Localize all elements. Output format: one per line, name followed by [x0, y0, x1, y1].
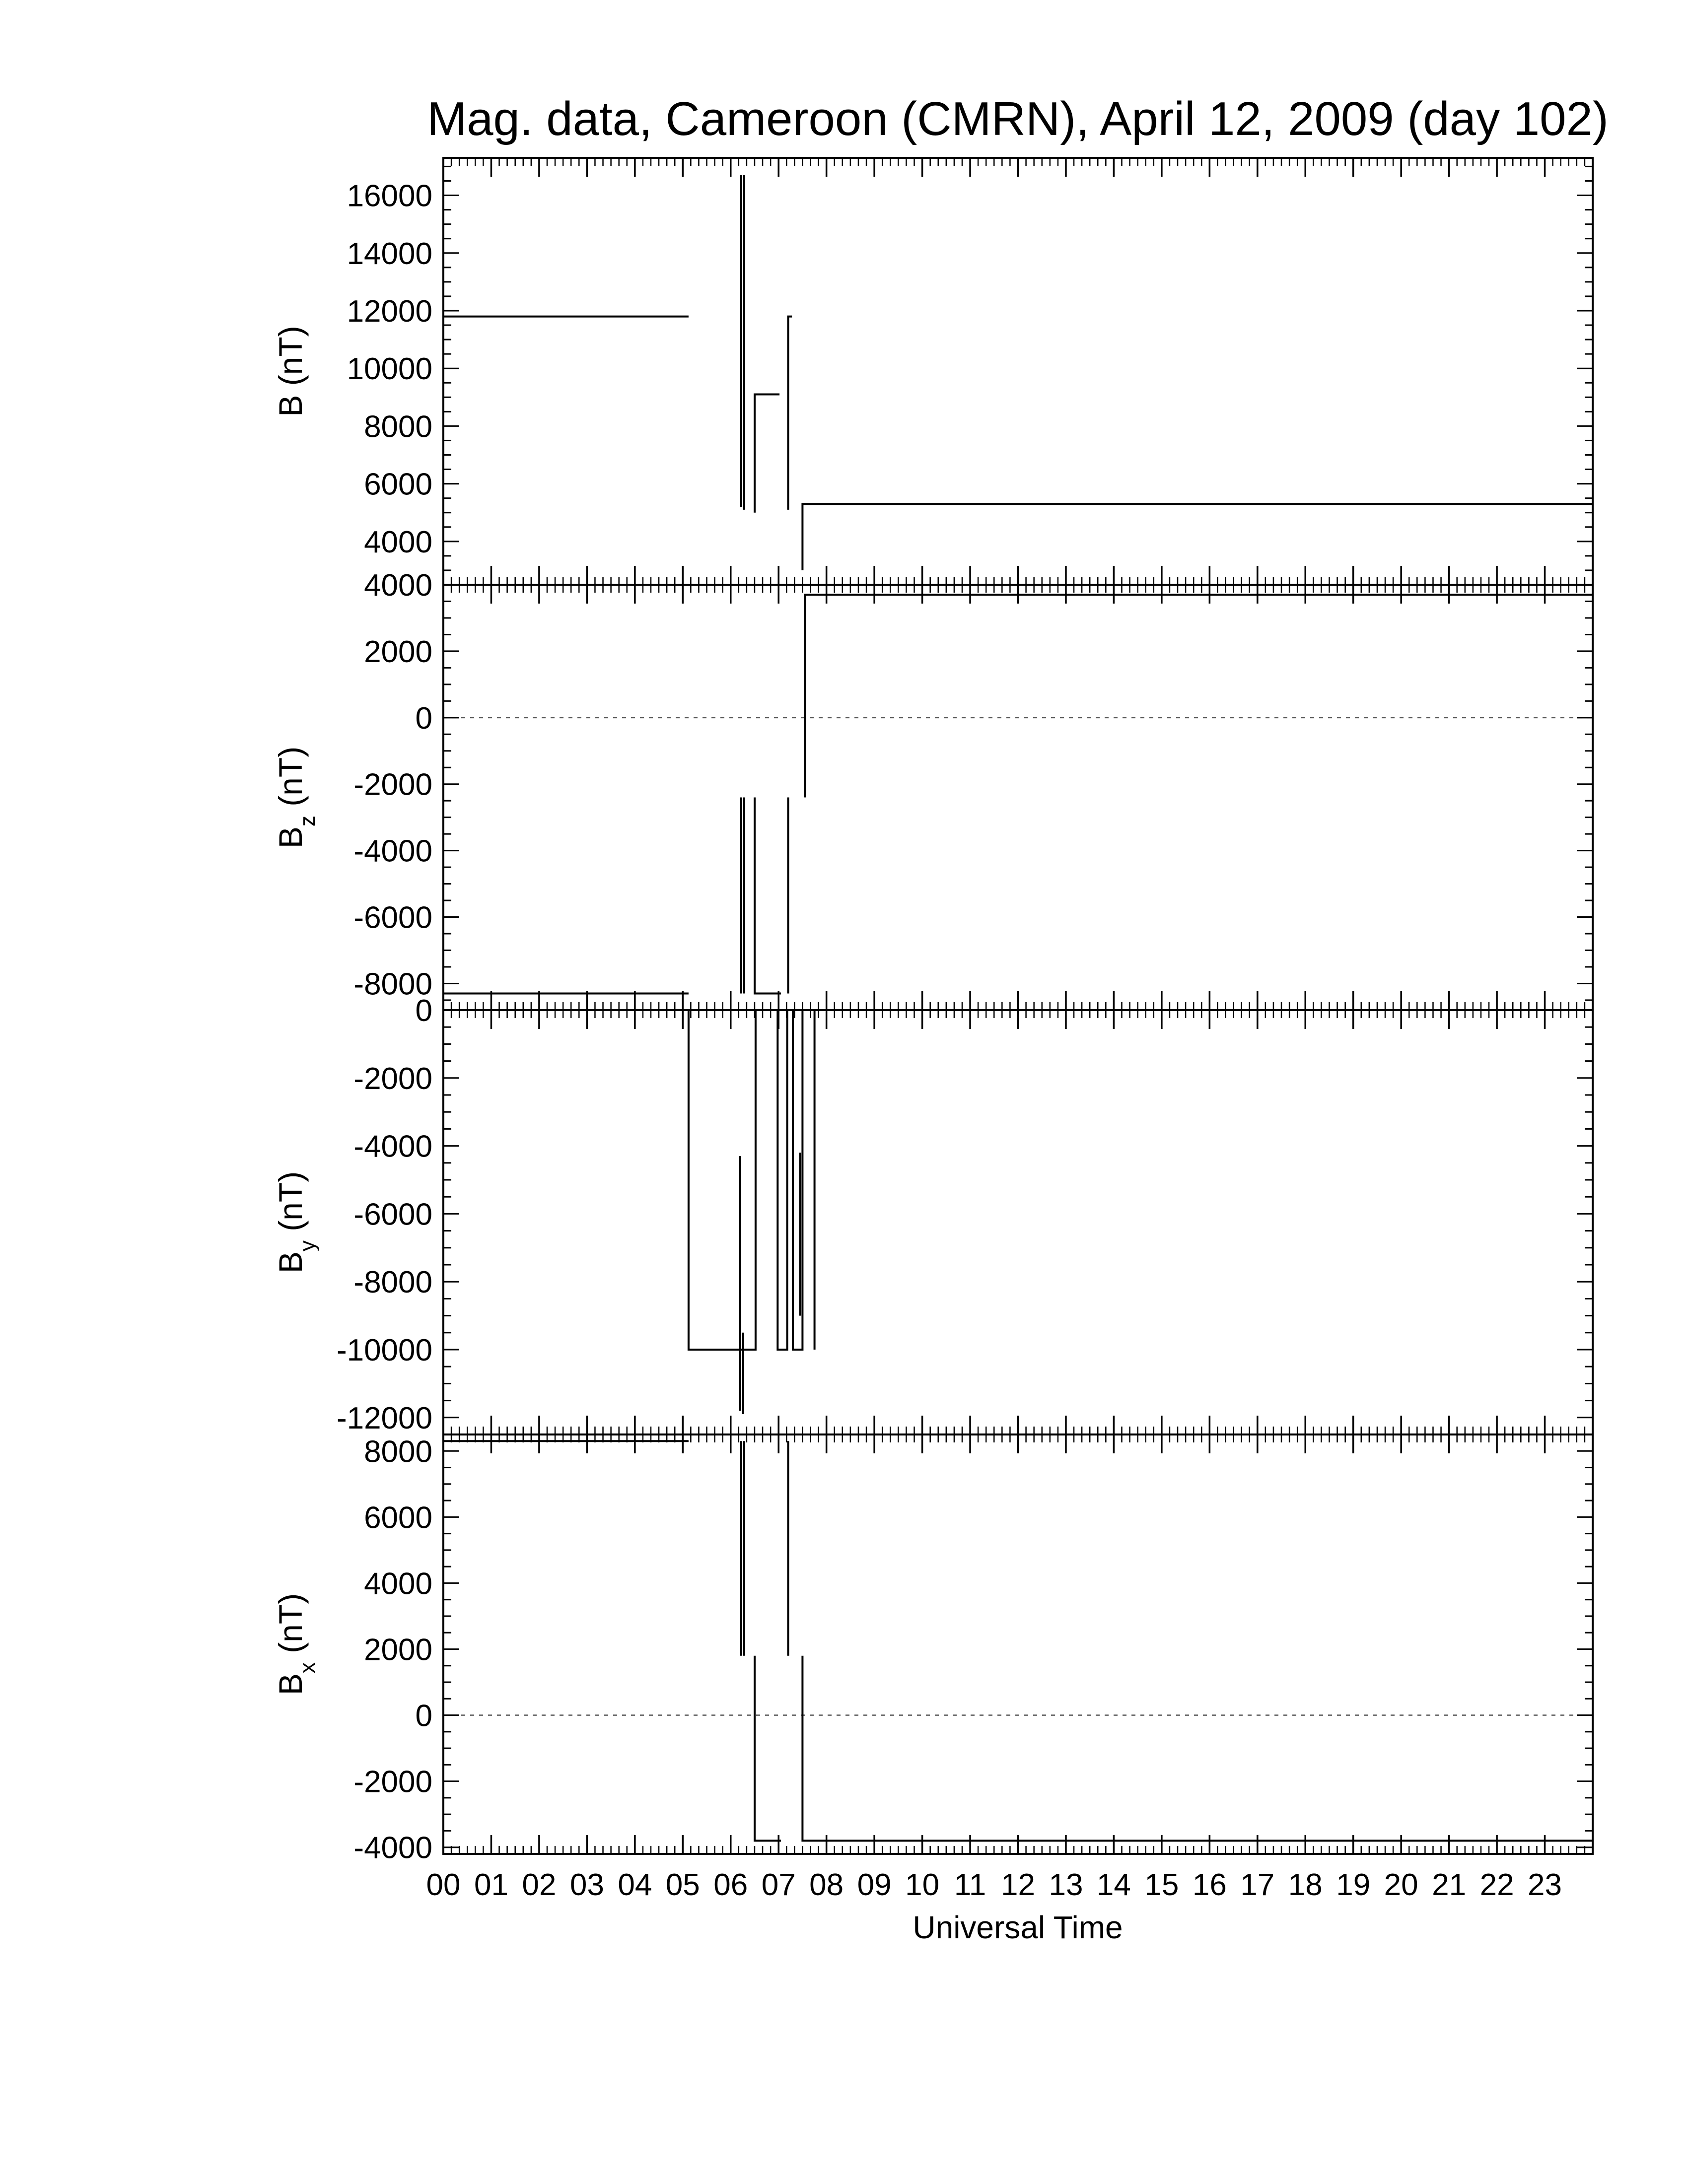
x-tick-label: 07: [761, 1868, 796, 1902]
y-tick-label-b: 14000: [347, 236, 432, 271]
y-tick-label-bx: 6000: [364, 1501, 432, 1535]
y-tick-label-bz: 4000: [364, 568, 432, 603]
y-tick-label-bz: -2000: [353, 767, 432, 802]
x-tick-label: 15: [1144, 1868, 1179, 1902]
y-tick-label-bx: 4000: [364, 1567, 432, 1601]
y-tick-label-bx: -4000: [353, 1831, 432, 1865]
y-axis-label-bz: $B_z$ (nT): [272, 746, 320, 849]
y-tick-label-by: -12000: [336, 1401, 432, 1435]
y-tick-label-b: 4000: [364, 525, 432, 559]
panel-frame-by: [443, 1010, 1593, 1434]
y-tick-label-bz: -4000: [353, 834, 432, 869]
series-bz-segment-3: [755, 798, 781, 994]
y-tick-label-b: 6000: [364, 467, 432, 502]
y-tick-label-bx: -2000: [353, 1765, 432, 1799]
y-axis-label-b: B (nT): [272, 326, 309, 417]
y-axis-label-bx: $B_x$ (nT): [272, 1593, 320, 1696]
x-tick-label: 00: [426, 1868, 461, 1902]
y-tick-label-by: 0: [415, 994, 432, 1028]
y-tick-label-by: -2000: [353, 1061, 432, 1096]
x-tick-label: 23: [1528, 1868, 1562, 1902]
x-tick-label: 18: [1288, 1868, 1323, 1902]
x-tick-label: 20: [1384, 1868, 1418, 1902]
x-tick-label: 05: [665, 1868, 700, 1902]
y-tick-label-by: -6000: [353, 1197, 432, 1232]
x-tick-label: 10: [905, 1868, 940, 1902]
panel-by: [272, 994, 1593, 1435]
x-tick-label: 09: [857, 1868, 892, 1902]
x-tick-label: 12: [1001, 1868, 1035, 1902]
x-tick-label: 21: [1432, 1868, 1467, 1902]
y-tick-label-by: -10000: [336, 1333, 432, 1367]
y-tick-label-bz: -6000: [353, 900, 432, 935]
y-tick-label-b: 8000: [364, 410, 432, 444]
y-tick-label-bz: 0: [415, 701, 432, 736]
panel-bz: [272, 568, 1593, 1010]
x-tick-label: 13: [1049, 1868, 1083, 1902]
series-by-segment-0: [443, 1010, 815, 1350]
series-bx-segment-3: [755, 1656, 781, 1841]
y-tick-label-bx: 8000: [364, 1434, 432, 1469]
x-tick-label: 06: [713, 1868, 748, 1902]
x-tick-label: 02: [522, 1868, 557, 1902]
series-bx-segment-5: [802, 1656, 1593, 1841]
x-tick-label: 19: [1336, 1868, 1371, 1902]
series-b-segment-4: [788, 317, 792, 510]
y-tick-label-by: -8000: [353, 1265, 432, 1300]
y-tick-label-bz: -8000: [353, 967, 432, 1002]
y-tick-label-bx: 0: [415, 1699, 432, 1733]
x-tick-label: 01: [474, 1868, 508, 1902]
x-tick-label: 03: [569, 1868, 604, 1902]
panels-group: [272, 158, 1593, 1865]
chart-title: Mag. data, Cameroon (CMRN), April 12, 2009 (day 102): [427, 92, 1609, 145]
x-tick-label: 04: [618, 1868, 652, 1902]
y-tick-label-b: 16000: [347, 179, 432, 213]
y-tick-label-b: 10000: [347, 352, 432, 387]
x-axis-tick-labels: [426, 1868, 1562, 1902]
x-tick-label: 14: [1096, 1868, 1131, 1902]
x-tick-label: 22: [1479, 1868, 1514, 1902]
y-tick-label-by: -4000: [353, 1129, 432, 1164]
x-tick-label: 08: [809, 1868, 844, 1902]
y-tick-label-b: 12000: [347, 294, 432, 329]
panel-b: [272, 158, 1593, 585]
panel-bx: [272, 1434, 1593, 1865]
x-tick-label: 11: [954, 1868, 986, 1902]
x-axis-title: Universal Time: [913, 1910, 1123, 1945]
panel-frame-bx: [443, 1434, 1593, 1854]
x-tick-label: 16: [1192, 1868, 1227, 1902]
x-tick-label: 17: [1240, 1868, 1275, 1902]
panel-frame-bz: [443, 585, 1593, 1010]
series-b-segment-5: [802, 504, 1593, 570]
series-bz-segment-5: [805, 595, 1593, 797]
y-axis-label-by: $B_y$ (nT): [272, 1171, 320, 1274]
y-tick-label-bz: 2000: [364, 634, 432, 669]
series-b-segment-3: [755, 395, 779, 513]
panel-frame-b: [443, 158, 1593, 585]
y-tick-label-bx: 2000: [364, 1633, 432, 1667]
